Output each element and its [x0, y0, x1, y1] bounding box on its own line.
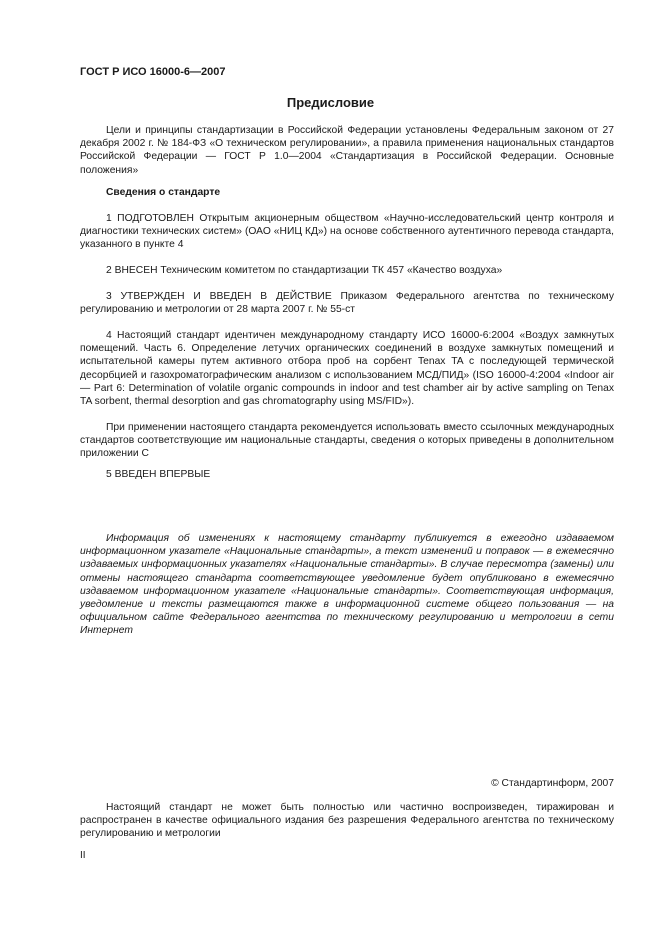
item-2-submitted: 2 ВНЕСЕН Техническим комитетом по стандартизации ТК 457 «Качество воздуха» — [106, 265, 503, 276]
intro-paragraph: Цели и принципы стандартизации в Российской Федерации установлены Федеральным законом от 27 декабря 2002 г. № 184-ФЗ «О техническом регулировании», а правила применения национальных стандартов Российской Федерации — ГОСТ Р 1.0—2004 «Стандартизация в Российской Федерации. Основные положения» — [80, 125, 614, 176]
item-5-introduced: 5 ВВЕДЕН ВПЕРВЫЕ — [106, 469, 211, 480]
item-4-references-note: При применении настоящего стандарта рекомендуется использовать вместо ссылочных международных стандартов соответствующие им национальные стандарты, сведения о которых приведены в дополнительном приложении С — [80, 422, 614, 460]
page-title: Предисловие — [286, 95, 375, 110]
page-number: II — [80, 850, 86, 861]
item-3-approved: 3 УТВЕРЖДЕН И ВВЕДЕН В ДЕЙСТВИЕ Приказом Федерального агентства по техническому регулированию и метрологии от 28 марта 2007 г. № 55-ст — [80, 291, 614, 316]
change-information-notice: Информация об изменениях к настоящему стандарту публикуется в ежегодно издаваемом информационном указателе «Национальные стандарты», а текст изменений и поправок — в ежемесячно издаваемых информационных указателях «Национальные стандарты». В случае пересмотра (замены) или отмены настоящего стандарта соответствующее уведомление будет опубликовано в ежемесячно издаваемом информационном указателе «Национальные стандарты». Соответствующая информация, уведомление и тексты размещаются также в информационной системе общего пользования — на официальном сайте Федерального агентства по техническому регулированию и метрологии в сети Интернет — [80, 533, 614, 637]
reproduction-notice: Настоящий стандарт не может быть полностью или частично воспроизведен, тиражирован и распространен в качестве официального издания без разрешения Федерального агентства по техническому регулированию и метрологии — [80, 802, 614, 840]
copyright-line: © Стандартинформ, 2007 — [491, 778, 614, 789]
document-code-header: ГОСТ Р ИСО 16000-6—2007 — [80, 66, 226, 78]
item-1-prepared: 1 ПОДГОТОВЛЕН Открытым акционерным обществом «Научно-исследовательский центр контроля и диагностики технических систем» (ОАО «НИЦ КД») на основе собственного аутентичного перевода стандарта, указанного в пункте 4 — [80, 213, 614, 251]
item-4-identical: 4 Настоящий стандарт идентичен международному стандарту ИСО 16000-6:2004 «Воздух замкнутых помещений. Часть 6. Определение летучих органических соединений в воздухе замкнутых помещений и испытательной камеры путем активного отбора проб на сорбент Tenax TA с последующей термической десорбцией и газохроматографическим анализом с использованием МСД/ПИД» (ISO 16000-4:2004 «Indoor air — Part 6: Determination of volatile organic compounds in indoor and test chamber air by active sampling on Tenax TA sorbent, thermal desorption and gas chromatography using MS/FID»). — [80, 330, 614, 408]
section-heading: Сведения о стандарте — [106, 187, 221, 198]
